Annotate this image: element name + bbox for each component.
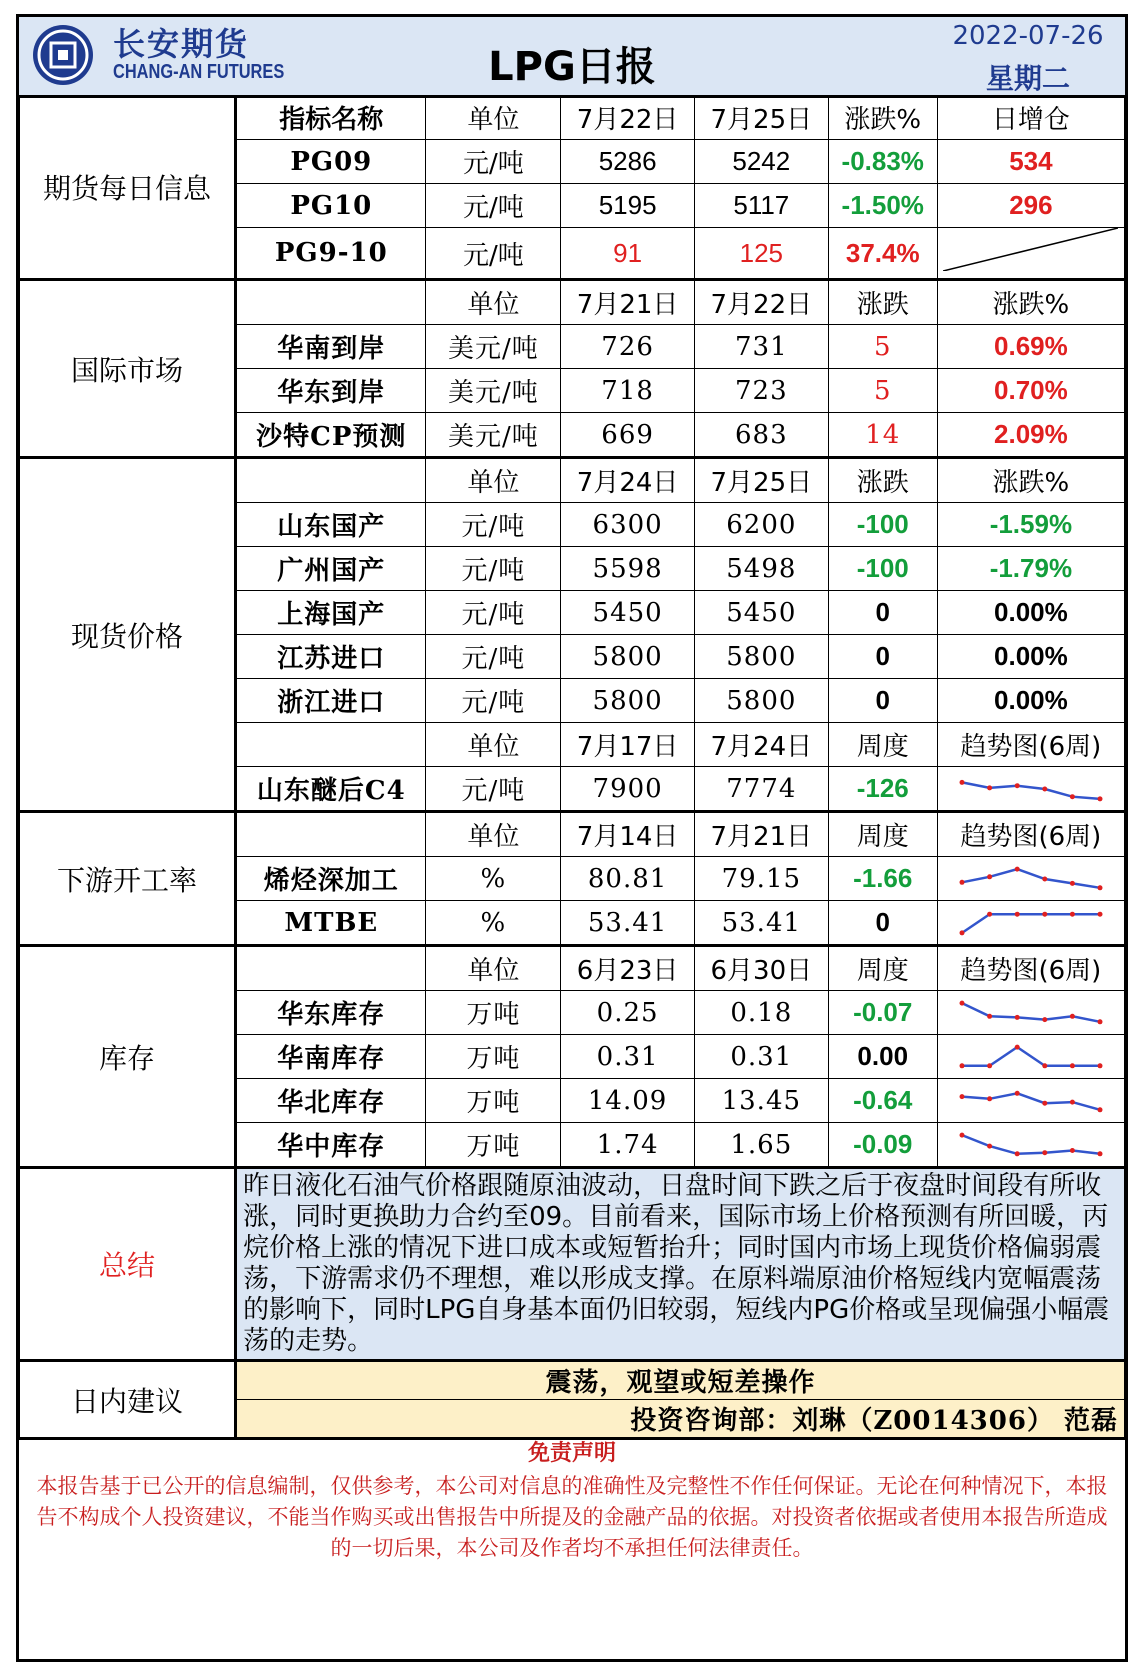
table-row	[20, 946, 1125, 991]
value-curr: 5242	[694, 140, 828, 184]
value-curr: 5498	[694, 547, 828, 591]
row-name: 沙特CP预测	[236, 413, 426, 458]
row-name: PG9-10	[236, 228, 426, 280]
value-curr: 7774	[694, 767, 828, 812]
trend-point	[987, 1013, 992, 1018]
value-curr: 1.65	[694, 1123, 828, 1168]
data-table	[19, 95, 1125, 1440]
trend-point	[959, 1094, 964, 1099]
value-curr: 53.41	[694, 901, 828, 946]
column-header: 7月24日	[561, 458, 695, 503]
column-header: 趋势图(6周)	[937, 723, 1124, 767]
trend-cell	[937, 991, 1124, 1035]
row-name: 浙江进口	[236, 679, 426, 723]
open-interest-change: 296	[937, 184, 1124, 228]
column-header: 7月21日	[694, 812, 828, 857]
trend-point	[1042, 1100, 1047, 1105]
change-pct: -1.79%	[937, 547, 1124, 591]
trend-point	[987, 1063, 992, 1068]
value-prev: 5800	[561, 635, 695, 679]
value-prev: 0.31	[561, 1035, 695, 1079]
column-header: 趋势图(6周)	[937, 812, 1124, 857]
column-header: 涨跌%	[937, 280, 1124, 325]
row-unit: 美元/吨	[426, 325, 561, 369]
column-header: 周度	[828, 946, 937, 991]
trend-point	[987, 785, 992, 790]
value-prev: 7900	[561, 767, 695, 812]
company-name-cn: 长安期货	[113, 25, 250, 63]
trend-point	[1042, 911, 1047, 916]
value-prev: 726	[561, 325, 695, 369]
row-name: 上海国产	[236, 591, 426, 635]
table-row	[20, 1361, 1125, 1400]
trend-point	[1042, 876, 1047, 881]
change-pct: 0.00%	[937, 635, 1124, 679]
trend-cell	[937, 1123, 1124, 1168]
change-pct: -1.59%	[937, 503, 1124, 547]
trend-point	[1015, 1044, 1020, 1049]
row-name: 华南到岸	[236, 325, 426, 369]
value-prev: 6300	[561, 503, 695, 547]
row-unit: 美元/吨	[426, 413, 561, 458]
value-curr: 6200	[694, 503, 828, 547]
row-unit: 万吨	[426, 1079, 561, 1123]
row-unit: 元/吨	[426, 547, 561, 591]
value-prev: 1.74	[561, 1123, 695, 1168]
trend-point	[959, 779, 964, 784]
row-unit: 元/吨	[426, 228, 561, 280]
change-pct: 0.00%	[937, 591, 1124, 635]
trend-line	[962, 1003, 1100, 1022]
trend-point	[987, 874, 992, 879]
value-curr: 13.45	[694, 1079, 828, 1123]
value-prev: 5195	[561, 184, 695, 228]
disclaimer	[19, 1426, 1125, 1656]
trend-line	[962, 1093, 1100, 1110]
value-curr: 5800	[694, 635, 828, 679]
trend-point	[1042, 786, 1047, 791]
value-curr: 79.15	[694, 857, 828, 901]
column-header: 单位	[426, 96, 561, 140]
disclaimer-title: 免责声明	[527, 1441, 616, 1466]
company-name-en: CHANG-AN FUTURES	[113, 61, 285, 83]
report-date: 2022-07-26	[952, 21, 1104, 51]
trend-sparkline	[956, 1084, 1106, 1118]
column-header	[236, 812, 426, 857]
trend-point	[1015, 866, 1020, 871]
diagonal-line-icon	[943, 228, 1118, 271]
trend-line	[962, 782, 1100, 799]
trend-cell	[937, 857, 1124, 901]
column-header: 7月22日	[561, 96, 695, 140]
trend-point	[1070, 1063, 1075, 1068]
change-weekly: 0.00	[828, 1035, 937, 1079]
trend-line	[962, 1135, 1100, 1154]
trend-point	[1097, 796, 1102, 801]
row-unit: 元/吨	[426, 635, 561, 679]
trend-point	[1042, 1017, 1047, 1022]
trend-line	[962, 869, 1100, 888]
row-name: 华南库存	[236, 1035, 426, 1079]
trend-point	[1015, 911, 1020, 916]
change-weekly: -1.66	[828, 857, 937, 901]
trend-point	[1070, 880, 1075, 885]
column-header: 涨跌%	[937, 458, 1124, 503]
trend-cell	[937, 901, 1124, 946]
value-prev: 5450	[561, 591, 695, 635]
report-title: LPG日报	[488, 44, 656, 90]
trend-point	[1015, 1090, 1020, 1095]
row-unit: 元/吨	[426, 767, 561, 812]
column-header: 涨跌%	[828, 96, 937, 140]
table-row	[20, 96, 1125, 140]
value-prev: 5800	[561, 679, 695, 723]
section-label: 期货每日信息	[20, 96, 236, 280]
trend-point	[959, 1063, 964, 1068]
trend-point	[1070, 911, 1075, 916]
value-curr: 5800	[694, 679, 828, 723]
change-pct: 0.69%	[937, 325, 1124, 369]
row-unit: 元/吨	[426, 503, 561, 547]
column-header: 日增仓	[937, 96, 1124, 140]
trend-point	[1097, 1151, 1102, 1156]
trend-point	[1097, 885, 1102, 890]
trend-point	[1097, 1063, 1102, 1068]
trend-point	[1097, 1019, 1102, 1024]
column-header: 6月30日	[694, 946, 828, 991]
value-prev: 14.09	[561, 1079, 695, 1123]
trend-point	[987, 1096, 992, 1101]
change-pct: 0.00%	[937, 679, 1124, 723]
column-header: 周度	[828, 812, 937, 857]
column-header: 指标名称	[236, 96, 426, 140]
change-abs: -100	[828, 503, 937, 547]
advice-text: 震荡，观望或短差操作	[236, 1361, 1125, 1400]
column-header: 6月23日	[561, 946, 695, 991]
column-header: 7月22日	[694, 280, 828, 325]
column-header: 涨跌	[828, 280, 937, 325]
trend-point	[1070, 794, 1075, 799]
table-row	[20, 812, 1125, 857]
row-name: 烯烃深加工	[236, 857, 426, 901]
trend-point	[987, 911, 992, 916]
row-name: MTBE	[236, 901, 426, 946]
change-pct: -0.83%	[828, 140, 937, 184]
trend-point	[1070, 1099, 1075, 1104]
change-weekly: -126	[828, 767, 937, 812]
empty-cell	[937, 228, 1124, 280]
column-header: 7月14日	[561, 812, 695, 857]
change-abs: -100	[828, 547, 937, 591]
column-header: 单位	[426, 946, 561, 991]
column-header: 周度	[828, 723, 937, 767]
section-label: 国际市场	[20, 280, 236, 458]
change-weekly: -0.64	[828, 1079, 937, 1123]
trend-point	[1097, 1107, 1102, 1112]
column-header: 7月24日	[694, 723, 828, 767]
trend-point	[959, 879, 964, 884]
column-header: 7月21日	[561, 280, 695, 325]
change-abs: 14	[828, 413, 937, 458]
trend-point	[959, 930, 964, 935]
table-row	[20, 458, 1125, 503]
row-name: 山东醚后C4	[236, 767, 426, 812]
summary-text: 昨日液化石油气价格跟随原油波动，日盘时间下跌之后于夜盘时间段有所收涨，同时更换助力合约至09。目前看来，国际市场上价格预测有所回暖，丙烷价格上涨的情况下进口成本或短暂抬升；同时国内市场上现货价格偏弱震荡，下游需求仍不理想，难以形成支撑。在原料端原油价格短线内宽幅震荡的影响下，同时LPG自身基本面仍旧较弱，短线内PG价格或呈现偏强小幅震荡的走势。	[236, 1168, 1125, 1361]
row-name: 华东库存	[236, 991, 426, 1035]
trend-sparkline	[956, 1128, 1106, 1162]
column-header: 单位	[426, 723, 561, 767]
value-curr: 0.31	[694, 1035, 828, 1079]
value-curr: 0.18	[694, 991, 828, 1035]
value-prev: 53.41	[561, 901, 695, 946]
report-weekday: 星期二	[985, 62, 1070, 95]
trend-point	[1070, 1148, 1075, 1153]
trend-sparkline	[956, 772, 1106, 806]
row-name: PG09	[236, 140, 426, 184]
table-row	[20, 280, 1125, 325]
column-header: 7月17日	[561, 723, 695, 767]
trend-point	[1015, 783, 1020, 788]
value-curr: 683	[694, 413, 828, 458]
value-prev: 669	[561, 413, 695, 458]
trend-sparkline	[956, 996, 1106, 1030]
row-name: 广州国产	[236, 547, 426, 591]
trend-cell	[937, 1035, 1124, 1079]
row-unit: %	[426, 901, 561, 946]
change-weekly: 0	[828, 901, 937, 946]
change-abs: 5	[828, 369, 937, 413]
value-prev: 718	[561, 369, 695, 413]
row-unit: 美元/吨	[426, 369, 561, 413]
change-pct: 37.4%	[828, 228, 937, 280]
column-header	[236, 723, 426, 767]
column-header: 单位	[426, 458, 561, 503]
row-unit: 万吨	[426, 1123, 561, 1168]
value-curr: 723	[694, 369, 828, 413]
row-unit: 元/吨	[426, 591, 561, 635]
trend-point	[1097, 911, 1102, 916]
value-curr: 125	[694, 228, 828, 280]
row-name: 华东到岸	[236, 369, 426, 413]
change-pct: 2.09%	[937, 413, 1124, 458]
trend-point	[1015, 1014, 1020, 1019]
row-unit: 万吨	[426, 1035, 561, 1079]
report-header	[19, 17, 1125, 98]
column-header: 7月25日	[694, 96, 828, 140]
trend-sparkline	[956, 1040, 1106, 1074]
change-weekly: -0.07	[828, 991, 937, 1035]
summary-label: 总结	[20, 1168, 236, 1361]
trend-point	[1015, 1151, 1020, 1156]
trend-line	[962, 914, 1100, 933]
row-unit: %	[426, 857, 561, 901]
row-name: 山东国产	[236, 503, 426, 547]
row-name: 华北库存	[236, 1079, 426, 1123]
row-unit: 元/吨	[426, 679, 561, 723]
row-unit: 元/吨	[426, 140, 561, 184]
row-name: 华中库存	[236, 1123, 426, 1168]
value-prev: 80.81	[561, 857, 695, 901]
trend-cell	[937, 1079, 1124, 1123]
change-abs: 0	[828, 635, 937, 679]
column-header: 单位	[426, 812, 561, 857]
trend-point	[1070, 1013, 1075, 1018]
column-header	[236, 458, 426, 503]
open-interest-change: 534	[937, 140, 1124, 184]
column-header: 涨跌	[828, 458, 937, 503]
trend-point	[987, 1143, 992, 1148]
table-row	[20, 1168, 1125, 1361]
trend-point	[959, 1000, 964, 1005]
advice-author: 投资咨询部：刘琳（Z0014306） 范磊	[236, 1400, 1125, 1439]
change-abs: 0	[828, 591, 937, 635]
disclaimer-text: 本报告基于已公开的信息编制，仅供参考，本公司对信息的准确性及完整性不作任何保证。无论在何种情况下，本报告不构成个人投资建议，不能当作购买或出售报告中所提及的金融产品的依据。对投资者依据或者使用本报告所造成的一切后果，本公司及作者均不承担任何法律责任。	[36, 1474, 1108, 1560]
change-pct: -1.50%	[828, 184, 937, 228]
section-label: 下游开工率	[20, 812, 236, 946]
column-header	[236, 280, 426, 325]
trend-line	[962, 1047, 1100, 1066]
row-unit: 万吨	[426, 991, 561, 1035]
value-prev: 5598	[561, 547, 695, 591]
change-weekly: -0.09	[828, 1123, 937, 1168]
section-label: 库存	[20, 946, 236, 1168]
row-name: 江苏进口	[236, 635, 426, 679]
trend-sparkline	[956, 906, 1106, 940]
change-pct: 0.70%	[937, 369, 1124, 413]
value-prev: 91	[561, 228, 695, 280]
column-header: 单位	[426, 280, 561, 325]
change-abs: 5	[828, 325, 937, 369]
trend-point	[1042, 1063, 1047, 1068]
value-curr: 731	[694, 325, 828, 369]
value-curr: 5117	[694, 184, 828, 228]
trend-cell	[937, 767, 1124, 812]
column-header: 趋势图(6周)	[937, 946, 1124, 991]
row-unit: 元/吨	[426, 184, 561, 228]
trend-sparkline	[956, 862, 1106, 896]
trend-point	[1042, 1150, 1047, 1155]
value-prev: 5286	[561, 140, 695, 184]
change-abs: 0	[828, 679, 937, 723]
value-curr: 5450	[694, 591, 828, 635]
column-header	[236, 946, 426, 991]
row-name: PG10	[236, 184, 426, 228]
trend-point	[959, 1132, 964, 1137]
column-header: 7月25日	[694, 458, 828, 503]
section-label: 现货价格	[20, 458, 236, 812]
value-prev: 0.25	[561, 991, 695, 1035]
report-page	[16, 14, 1128, 1662]
advice-label: 日内建议	[20, 1361, 236, 1439]
